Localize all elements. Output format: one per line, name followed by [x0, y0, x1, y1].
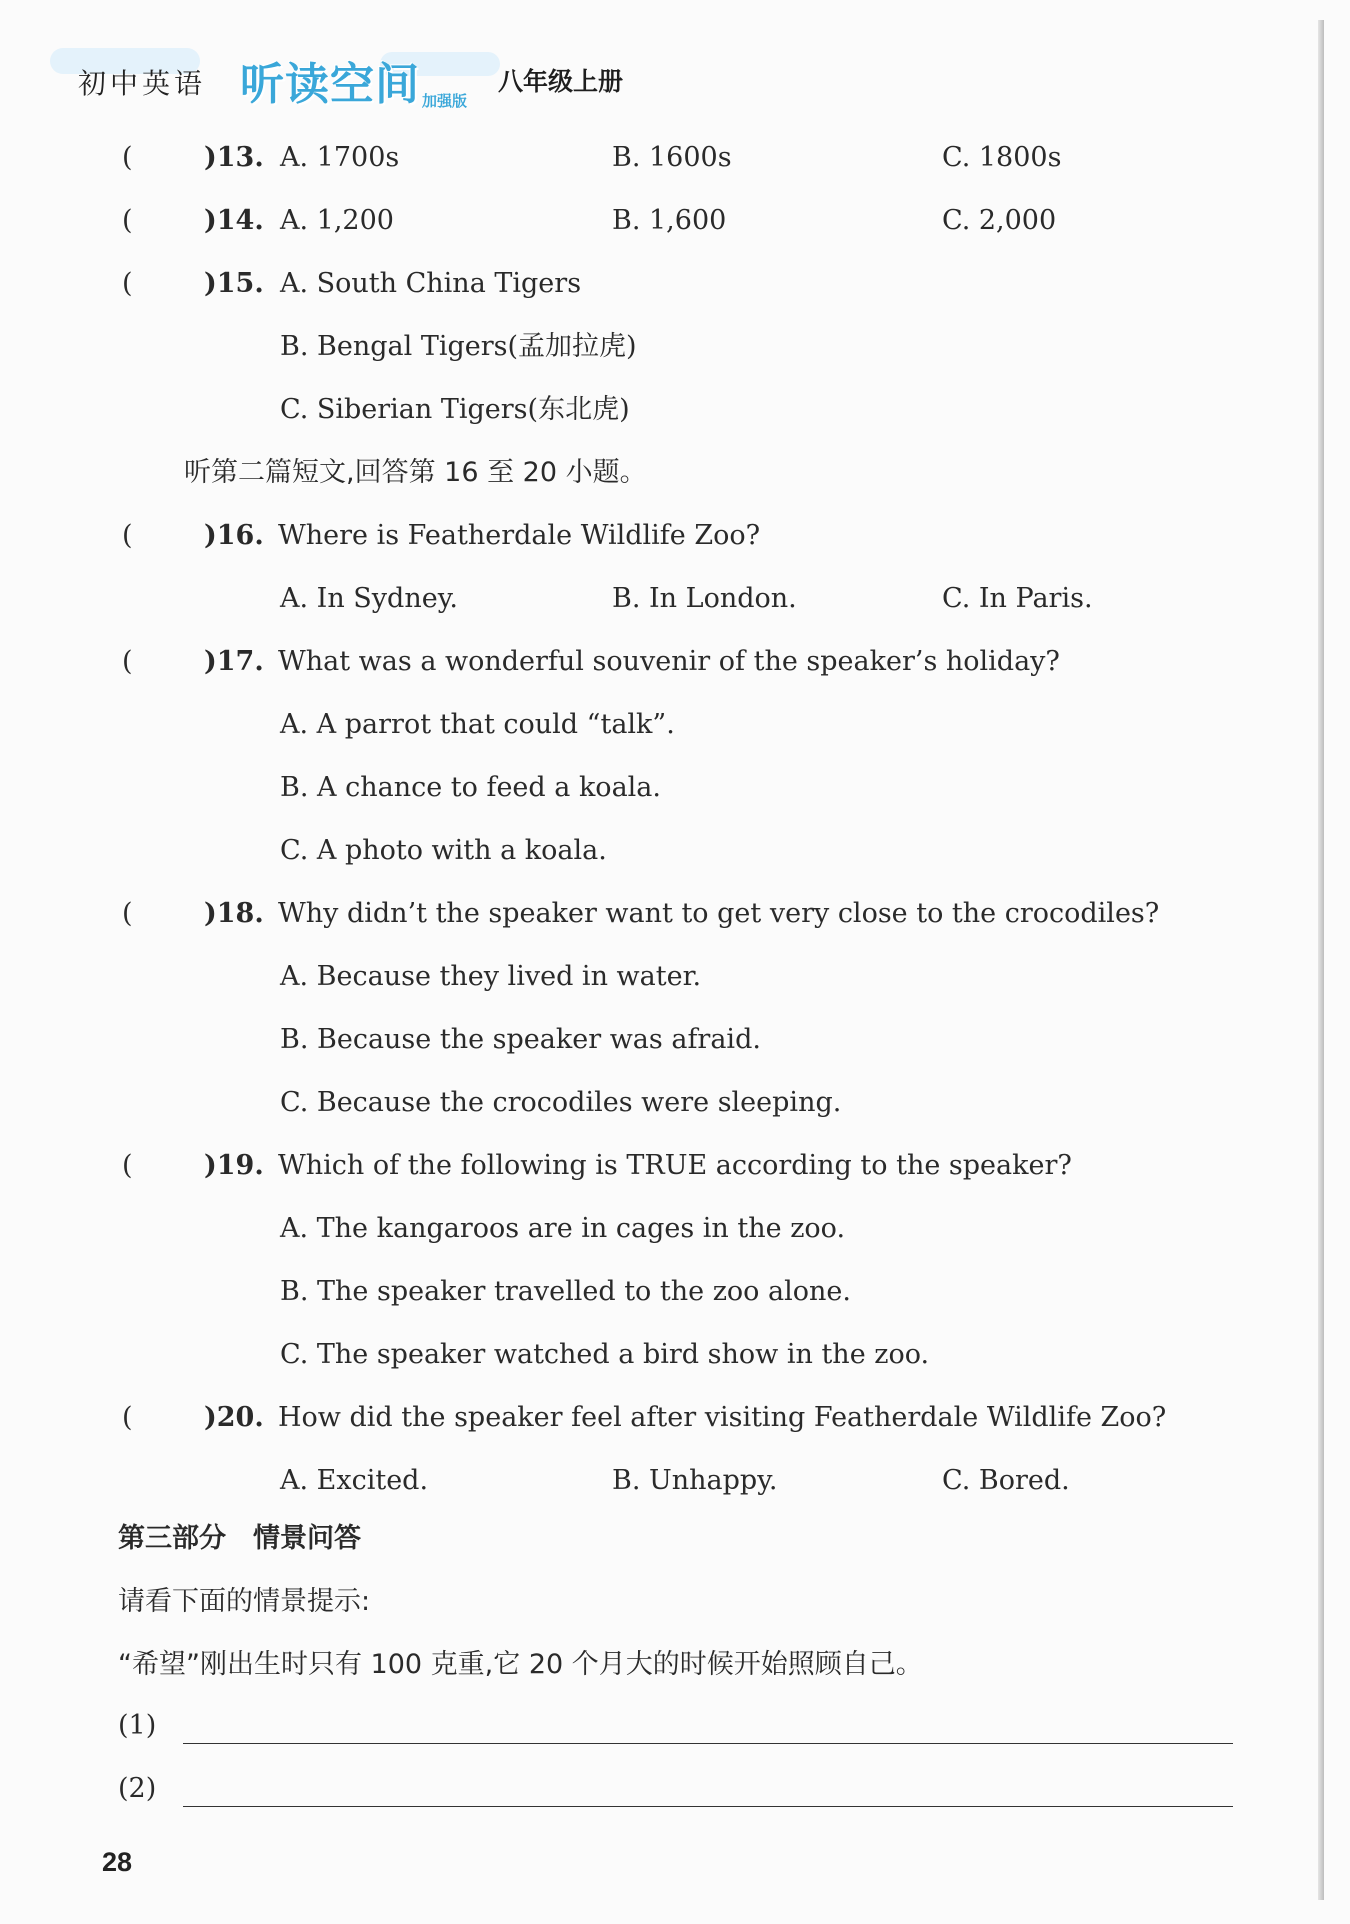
- option-b: B. Bengal Tigers(孟加拉虎): [280, 331, 637, 362]
- option-a: A. The kangaroos are in cages in the zoo.: [280, 1213, 846, 1244]
- listening-instruction: 听第二篇短文,回答第 16 至 20 小题。: [184, 457, 647, 488]
- question-number: )16.: [204, 520, 264, 551]
- answer-paren: (: [122, 520, 133, 551]
- option-c: C. 2,000: [942, 205, 1057, 236]
- prompt-label: 请看下面的情景提示:: [118, 1586, 371, 1617]
- question-number: )13.: [204, 142, 264, 173]
- option-c: C. The speaker watched a bird show in the zoo.: [280, 1339, 930, 1370]
- scenario-prompt: “希望”刚出生时只有 100 克重,它 20 个月大的时候开始照顾自己。: [118, 1649, 923, 1680]
- brand-logo-text: 听读空间: [240, 59, 420, 110]
- option-a: A. 1,200: [280, 205, 394, 236]
- option-b: B. In London.: [612, 583, 797, 614]
- page-edge: [1318, 20, 1324, 1900]
- option-a: A. Because they lived in water.: [280, 961, 702, 992]
- option-c: C. Bored.: [942, 1465, 1070, 1496]
- question-text: Where is Featherdale Wildlife Zoo?: [278, 520, 761, 551]
- series-title: 初中英语: [78, 67, 207, 100]
- option-a: A. South China Tigers: [280, 268, 582, 299]
- answer-paren: (: [122, 205, 133, 236]
- brand-edition: 加强版: [422, 92, 468, 110]
- option-c: C. 1800s: [942, 142, 1062, 173]
- option-c: C. Siberian Tigers(东北虎): [280, 394, 630, 425]
- question-text: How did the speaker feel after visiting Featherdale Wildlife Zoo?: [278, 1402, 1167, 1433]
- grade-label: 八年级上册: [498, 67, 624, 96]
- option-b: B. 1600s: [612, 142, 732, 173]
- section-title: 第三部分 情景问答: [118, 1523, 361, 1554]
- question-number: )18.: [204, 898, 264, 929]
- option-a: A. Excited.: [280, 1465, 429, 1496]
- answer-blank-2[interactable]: [183, 1806, 1233, 1807]
- answer-paren: (: [122, 1402, 133, 1433]
- option-c: C. A photo with a koala.: [280, 835, 607, 866]
- question-number: )20.: [204, 1402, 264, 1433]
- question-number: )17.: [204, 646, 264, 677]
- blank-label: (1): [118, 1710, 157, 1741]
- answer-paren: (: [122, 898, 133, 929]
- option-c: C. Because the crocodiles were sleeping.: [280, 1087, 842, 1118]
- answer-paren: (: [122, 646, 133, 677]
- question-text: Which of the following is TRUE according to the speaker?: [278, 1150, 1072, 1181]
- option-b: B. Because the speaker was afraid.: [280, 1024, 761, 1055]
- option-c: C. In Paris.: [942, 583, 1093, 614]
- answer-paren: (: [122, 1150, 133, 1181]
- question-number: )14.: [204, 205, 264, 236]
- question-text: Why didn’t the speaker want to get very close to the crocodiles?: [278, 898, 1160, 929]
- question-text: What was a wonderful souvenir of the speaker’s holiday?: [278, 646, 1060, 677]
- question-number: )19.: [204, 1150, 264, 1181]
- page-number: 28: [102, 1847, 133, 1877]
- answer-paren: (: [122, 142, 133, 173]
- blank-label: (2): [118, 1773, 157, 1804]
- option-a: A. 1700s: [280, 142, 400, 173]
- option-b: B. The speaker travelled to the zoo alone.: [280, 1276, 851, 1307]
- option-b: B. 1,600: [612, 205, 727, 236]
- option-b: B. A chance to feed a koala.: [280, 772, 661, 803]
- option-a: A. In Sydney.: [280, 583, 458, 614]
- answer-blank-1[interactable]: [183, 1743, 1233, 1744]
- answer-paren: (: [122, 268, 133, 299]
- page-header: [50, 40, 650, 110]
- option-a: A. A parrot that could “talk”.: [280, 709, 675, 740]
- question-number: )15.: [204, 268, 264, 299]
- option-b: B. Unhappy.: [612, 1465, 778, 1496]
